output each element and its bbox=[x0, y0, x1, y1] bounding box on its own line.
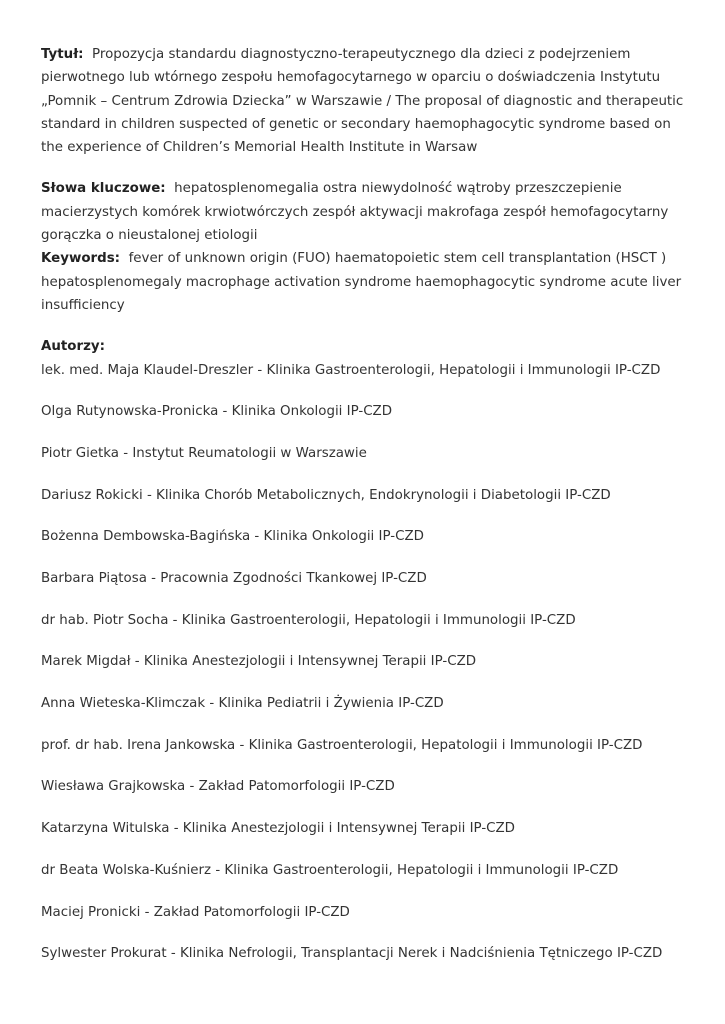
keywords-pl-text: hepatosplenomegalia ostra niewydolność wątroby przeszczepienie macierzystych komórek krwiotwórczych zespół aktywacji makrofaga zespół hemofagocytarny gorączka o nieustalonej etiologii bbox=[41, 181, 669, 244]
author-item: Sylwester Prokurat - Klinika Nefrologii, Transplantacji Nerek i Nadciśnienia Tętniczego IP-CZD bbox=[41, 946, 663, 962]
author-item: prof. dr hab. Irena Jankowska - Klinika Gastroenterologii, Hepatologii i Immunologii IP-CZD bbox=[41, 737, 643, 753]
authors-label: Autorzy: bbox=[41, 339, 105, 355]
author-item: Bożenna Dembowska-Bagińska - Klinika Onkologii IP-CZD bbox=[41, 529, 424, 545]
keywords-pl-label: Słowa kluczowe: bbox=[41, 181, 166, 197]
keywords-en-paragraph bbox=[41, 247, 685, 317]
author-item: Marek Migdał - Klinika Anestezjologii i Intensywnej Terapii IP-CZD bbox=[41, 654, 477, 670]
author-item: Piotr Gietka - Instytut Reumatologii w Warszawie bbox=[41, 445, 367, 461]
author-item: Dariusz Rokicki - Klinika Chorób Metabolicznych, Endokrynologii i Diabetologii IP-CZD bbox=[41, 487, 611, 503]
author-item: Olga Rutynowska-Pronicka - Klinika Onkologii IP-CZD bbox=[41, 404, 393, 420]
title-label: Tytuł: bbox=[41, 47, 84, 62]
title-section bbox=[41, 43, 685, 159]
author-item: Wiesława Grajkowska - Zakład Patomorfologii IP-CZD bbox=[41, 779, 395, 795]
author-item: dr Beata Wolska-Kuśnierz - Klinika Gastroenterologii, Hepatologii i Immunologii IP-CZD bbox=[41, 862, 619, 878]
keywords-pl-paragraph bbox=[41, 177, 685, 247]
keywords-en-label: Keywords: bbox=[41, 251, 121, 267]
author-list bbox=[41, 359, 685, 966]
title-paragraph bbox=[41, 43, 685, 159]
keywords-section bbox=[41, 177, 685, 317]
author-item: Anna Wieteska-Klimczak - Klinika Pediatrii i Żywienia IP-CZD bbox=[41, 696, 444, 712]
author-item: Maciej Pronicki - Zakład Patomorfologii IP-CZD bbox=[41, 904, 350, 920]
author-item: Katarzyna Witulska - Klinika Anestezjologii i Intensywnej Terapii IP-CZD bbox=[41, 821, 515, 837]
keywords-en-text: fever of unknown origin (FUO) haematopoietic stem cell transplantation (HSCT ) hepatosplenomegaly macrophage activation syndrome haemophagocytic syndrome acute liver insufficiency bbox=[41, 251, 682, 313]
title-text: Propozycja standardu diagnostyczno-terapeutycznego dla dzieci z podejrzeniem pierwotnego lub wtórnego zespołu hemofagocytarnego w oparciu o doświadczenia Instytutu „Pomnik – Centrum Zdrowia Dziecka” w Warszawie / The proposal of diagnostic and therapeutic standard in children suspected of genetic or secondary haemophagocytic syndrome based on the experience of Children’s Memorial Health Institute in Warsaw bbox=[41, 47, 684, 156]
author-item: dr hab. Piotr Socha - Klinika Gastroenterologii, Hepatologii i Immunologii IP-CZD bbox=[41, 612, 576, 628]
author-item: Barbara Piątosa - Pracownia Zgodności Tkankowej IP-CZD bbox=[41, 571, 427, 586]
author-item: lek. med. Maja Klaudel-Dreszler - Klinika Gastroenterologii, Hepatologii i Immunologii IP-CZD bbox=[41, 362, 661, 378]
authors-section bbox=[41, 335, 685, 965]
